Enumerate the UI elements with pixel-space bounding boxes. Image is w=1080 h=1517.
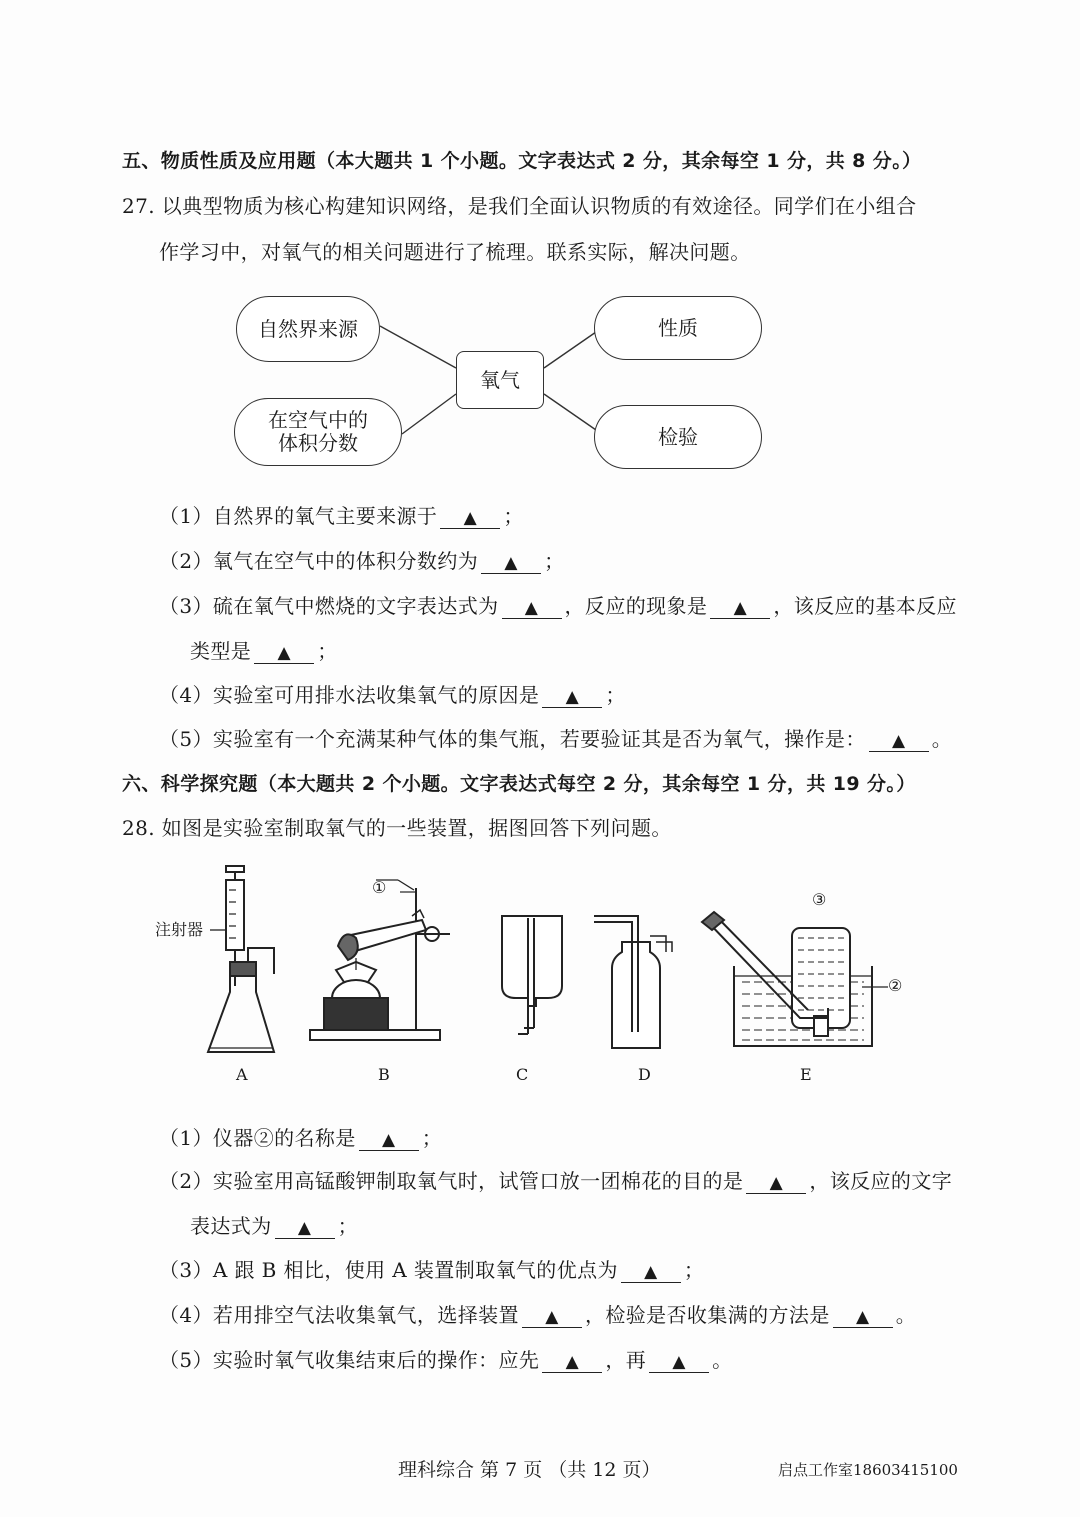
node-volume-fraction [234, 398, 402, 466]
q28-sub1-end: ； [421, 1126, 443, 1150]
q27-sub3-mid1: ，反应的现象是 [564, 594, 708, 618]
q27-sub3-mid2: ，该反应的基本反应 [773, 594, 957, 618]
blank-marker: ▲ [381, 1130, 396, 1150]
q27-stem-line2: 作学习中，对氧气的相关问题进行了梳理。联系实际，解决问题。 [159, 240, 751, 264]
q28-sub4-end: 。 [895, 1303, 917, 1327]
answer-blank[interactable] [359, 1128, 419, 1151]
blank-marker: ▲ [297, 1218, 312, 1238]
answer-blank[interactable] [710, 596, 770, 619]
apparatus-label-b: B [378, 1065, 390, 1084]
section6-heading: 六、科学探究题（本大题共 2 个小题。文字表达式每空 2 分，其余每空 1 分，共 19 分。） [122, 773, 916, 795]
q27-sub3-text: （3）硫在氧气中燃烧的文字表达式为 [159, 594, 499, 618]
answer-blank[interactable] [833, 1305, 893, 1328]
apparatus-label-a: A [236, 1065, 248, 1084]
mark-2-leader [862, 980, 892, 994]
q27-stem-line1: 27. 以典型物质为核心构建知识网络，是我们全面认识物质的有效途径。同学们在小组合 [122, 194, 917, 218]
blank-marker: ▲ [463, 508, 478, 528]
q28-sub1 [159, 1122, 442, 1151]
q28-sub1-text: （1）仪器②的名称是 [159, 1126, 356, 1150]
q28-stem: 28. 如图是实验室制取氧气的一些装置，据图回答下列问题。 [122, 816, 672, 840]
node-properties-label: 性质 [658, 315, 698, 340]
q27-sub3b [190, 635, 338, 664]
studio-credit: 启点工作室18603415100 [778, 1461, 958, 1479]
blank-marker: ▲ [672, 1352, 686, 1372]
q28-sub5-mid: ，再 [605, 1348, 647, 1372]
blank-marker: ▲ [277, 643, 291, 663]
apparatus-label-d: D [638, 1065, 651, 1084]
blank-marker: ▲ [565, 687, 580, 707]
q28-sub4 [159, 1299, 916, 1328]
answer-blank[interactable] [746, 1171, 806, 1194]
answer-blank[interactable] [621, 1260, 681, 1283]
blank-marker: ▲ [891, 731, 906, 751]
q28-sub2-text: （2）实验室用高锰酸钾制取氧气时，试管口放一团棉花的目的是 [159, 1169, 744, 1193]
q27-sub2-text: （2）氧气在空气中的体积分数约为 [159, 549, 479, 573]
apparatus-c-downward-displacement [502, 916, 562, 1034]
node-properties [594, 296, 762, 360]
section5-heading: 五、物质性质及应用题（本大题共 1 个小题。文字表达式 2 分，其余每空 1 分，共 8 分。） [122, 150, 922, 172]
node-test-label: 检验 [658, 424, 698, 449]
instrument-mark-2: ② [888, 976, 903, 995]
q28-sub2 [159, 1165, 952, 1194]
blank-marker: ▲ [504, 553, 518, 573]
answer-blank[interactable] [254, 641, 314, 664]
answer-blank[interactable] [869, 729, 929, 752]
blank-marker: ▲ [524, 598, 539, 618]
q28-sub2-mid: ，该反应的文字 [809, 1169, 953, 1193]
syringe-label: 注射器 [155, 920, 204, 939]
instrument-mark-3: ③ [812, 890, 827, 909]
answer-blank[interactable] [440, 506, 500, 529]
blank-marker: ▲ [856, 1307, 870, 1327]
apparatus-label-e: E [800, 1065, 812, 1084]
blank-marker: ▲ [769, 1173, 784, 1193]
q27-sub5 [159, 723, 952, 752]
q27-sub4-end: ； [605, 683, 626, 707]
q28-sub4-mid: ，检验是否收集满的方法是 [584, 1303, 830, 1327]
q28-sub2b-text: 表达式为 [190, 1214, 272, 1238]
q27-sub3b-text: 类型是 [190, 639, 252, 663]
q27-sub3 [159, 590, 957, 619]
node-volume-fraction-line2: 体积分数 [278, 431, 358, 455]
answer-blank[interactable] [542, 685, 602, 708]
q27-sub1-text: （1）自然界的氧气主要来源于 [159, 504, 438, 528]
q27-sub2 [159, 545, 565, 574]
blank-marker: ▲ [644, 1262, 658, 1282]
q28-sub3-text: （3）A 跟 B 相比，使用 A 装置制取氧气的优点为 [159, 1258, 618, 1282]
node-test [594, 405, 762, 469]
apparatus-d-upward-displacement [594, 916, 672, 1048]
q27-sub1 [159, 500, 524, 529]
apparatus-e-water-displacement [702, 912, 872, 1046]
answer-blank[interactable] [502, 596, 562, 619]
q27-sub5-text: （5）实验室有一个充满某种气体的集气瓶，若要验证其是否为氧气，操作是： [159, 727, 866, 751]
blank-marker: ▲ [565, 1352, 580, 1372]
blank-marker: ▲ [733, 598, 748, 618]
page-footer: 理科综合 第 7 页 （共 12 页） [398, 1459, 661, 1481]
q28-sub2b-end: ； [337, 1214, 359, 1238]
q28-sub5-end: 。 [712, 1348, 733, 1372]
mark-1-leader [380, 888, 420, 908]
q27-sub5-end: 。 [931, 727, 953, 751]
answer-blank[interactable] [542, 1350, 602, 1373]
answer-blank[interactable] [275, 1216, 335, 1239]
q28-sub3-end: ； [683, 1258, 705, 1282]
q27-sub2-end: ； [544, 549, 565, 573]
node-natural-source [236, 296, 380, 362]
blank-marker: ▲ [545, 1307, 559, 1327]
node-natural-source-label: 自然界来源 [258, 316, 358, 341]
node-volume-fraction-line1: 在空气中的 [268, 408, 368, 432]
q28-sub2b [190, 1210, 358, 1239]
apparatus-figure [150, 858, 890, 1058]
apparatus-a-flask-syringe [208, 866, 274, 1052]
answer-blank[interactable] [481, 551, 541, 574]
q27-sub4 [159, 679, 626, 708]
instrument-mark-1: ① [372, 878, 387, 897]
q27-sub1-end: ； [503, 504, 524, 528]
answer-blank[interactable] [522, 1305, 582, 1328]
q27-sub3b-end: ； [317, 639, 338, 663]
apparatus-label-c: C [516, 1065, 529, 1084]
q28-sub3 [159, 1254, 704, 1283]
node-oxygen-label: 氧气 [480, 367, 520, 392]
answer-blank[interactable] [649, 1350, 709, 1373]
q28-sub5 [159, 1344, 733, 1373]
node-oxygen-center [456, 351, 544, 409]
q27-sub4-text: （4）实验室可用排水法收集氧气的原因是 [159, 683, 540, 707]
q28-sub5-text: （5）实验时氧气收集结束后的操作：应先 [159, 1348, 540, 1372]
q28-sub4-text: （4）若用排空气法收集氧气，选择装置 [159, 1303, 519, 1327]
